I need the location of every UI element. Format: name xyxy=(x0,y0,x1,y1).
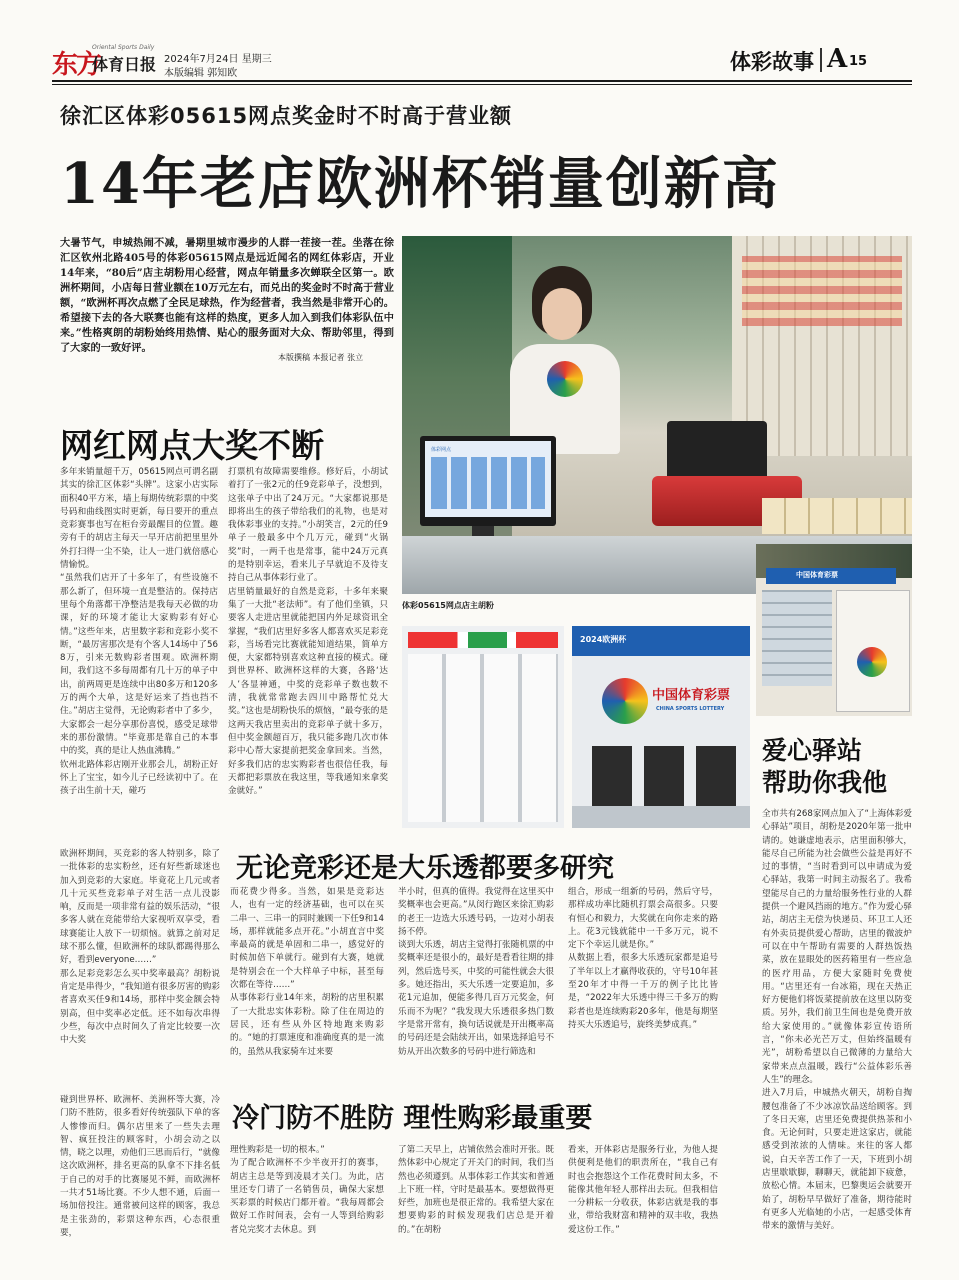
section1-heading: 网红网点大奖不断 xyxy=(60,426,324,465)
storefront-sign: 中国体育彩票 xyxy=(796,571,838,579)
section3-column3: 看来，开体彩店是服务行业，为他人提供便利是他们的职责所在，“我自己有时也会抱怨这个工作花费时间太多，不能像其他年轻人那样出去玩。但我相信一分耕耘一分收获，体彩店就是我的事业，带给我财富和精神的双丰收，我热爱这份工作。” xyxy=(568,1145,718,1235)
section3-column2: 了第二天早上，店铺依然会准时开张。既然体彩中心规定了开关门的时间，我们当然也必须遵到。从事体彩工作其实和普通上下班一样，守时是最基本。要想做得更好些，加班也是很正常的。我希望大家在想要购彩的时候发现我们店总是开着的。”在胡粉 xyxy=(398,1145,554,1235)
newspaper-logo: 东方 xyxy=(52,50,101,80)
section1-column2: 打票机有故障需要维修。修好后，小胡试着打了一张2元的任9竞彩单子，没想到，这张单子中出了24万元。“大家都说那是即将出生的孩子带给我们的礼物，也是对我体彩事业的支持。”小胡笑言，2元的任9单子一般最多中个几万元，碰到“火锅奖”时，一两千也是常事，能中24万元真的是特别幸运，看来儿子早就迫不及待支持自己从事体彩行业了。 店里销量最好的自然是竞彩，十多年来聚集了一大批“老法师”。有了他们坐镇，只要客人走进店里就能把国内外足球资讯全掌握，“我们店里好多客人都喜欢买足彩竞彩，当场看完比赛就能知道结果，简单方便，大家都特别喜欢这种直接的模式。碰到世界杯、欧洲杯这样的大赛，各路‘达人’各显神通，中奖的竞彩单子数也数不清，我就常常跑去四川中路帮忙兑大奖。”这也是胡粉快乐的烦恼，“最夸张的是这两天我店里卖出的竞彩单子就十多万，但中奖金额超百万，我只能多跑几次市体彩中心帮大家提前把奖金拿回来。当然，好多我们店的忠实购彩者也很信任我，每天都把彩票放在我这里，等我通知来拿奖金就好。” xyxy=(228,467,388,797)
photo-winning-tickets xyxy=(408,654,558,822)
section2-column2: 而花费少得多。当然，如果是竞彩达人，也有一定的经济基础，也可以在买二串一、三串一的同时兼顾一下任9和14场，那样就能多点开花。”小胡直言中奖率最高的就是单固和二串一，感觉好的时候加倍下单就行。碰到有大赛，她就是特别会在一个大样单子中标，甚至每次都在等待……” 从事体彩行业14年来，胡粉的店里积累了一大批忠实体彩粉。除了住在周边的居民，还有些从外区特地跑来购彩的。“她的打票速度和准确度真的是一流的，虽然从我家骑车过来要 xyxy=(230,887,384,1057)
byline: 本版撰稿 本报记者 张立 xyxy=(278,353,364,362)
sidebar-heading-1: 爱心驿站 xyxy=(762,736,863,765)
interior-lottery-logo xyxy=(602,678,648,724)
article-lead: 大暑节气，申城热闹不减，暑期里城市漫步的人群一茬接一茬。坐落在徐汇区钦州北路405号的体彩05615网点是远近闻名的网红体彩店，开业14年来，“80后”店主胡粉用心经营，网点年销量多次蝉联全区第一。欧洲杯期间，小店每日营业额在10万元左右，而兑出的奖金时不时高于营业额，“欧洲杯再次点燃了全民足球热，作为经营者，我当然是非常开心的。希望接下去的各大联赛也能有这样的热度，更多人加入到我们体彩队伍中来。”性格爽朗的胡粉始终用热情、贴心的服务面对大众、帮助邻里，得到了大家的一致好评。 xyxy=(60,237,394,354)
interior-monitors xyxy=(592,746,742,806)
photo-shirt-logo xyxy=(547,361,583,397)
photo-monitor xyxy=(420,436,556,526)
interior-counter xyxy=(572,806,750,828)
photo-monitor-screen xyxy=(425,441,551,517)
storefront-window xyxy=(762,590,832,686)
main-photo-caption: 体彩05615网点店主胡粉 xyxy=(402,601,494,610)
article-subtitle: 徐汇区体彩05615网点奖金时不时高于营业额 xyxy=(60,104,513,128)
newspaper-logo-en: Oriental Sports Daily xyxy=(92,44,155,51)
photo-face xyxy=(542,288,582,340)
masthead xyxy=(52,44,912,78)
interior-banner: 2024欧洲杯 xyxy=(580,635,627,644)
page-editor: 本版编辑 郭知欧 xyxy=(164,68,238,79)
issue-date: 2024年7月24日 星期三 xyxy=(164,54,272,65)
sidebar-body: 全市共有268家网点加入了“上海体彩爱心驿站”项目，胡粉是2020年第一批申请的。她谦虚地表示，店里面积够大，能尽自己所能为社会做些公益是再好不过的事情，“当时看到可以申请成为爱心驿站，我第一时间主动报名了。我希望能尽自己的力量给服务性行业的人群提供一个避风挡雨的地方。”作为爱心驿站，胡店主无偿为快递员、环卫工人还有外卖员提供爱心帮助，店里的微波炉可以在中午帮助有需要的人群热饭热菜，放在显眼处的医药箱里有一些应急的医疗用品，方便大家随时免费使用。“店里还有一台冰箱，现在天热正好方便他们将饭菜提前放在这里以防变质。另外，我们前卫生间也是免费开放给大家使用的。”就像体彩宣传语所言，“你未必光芒万丈，但始终温暖有光”，胡粉希望以自己微薄的力量给大家带来点点温暖，践行“公益体彩乐善人生”的理念。 进入7月后，申城热火朝天，胡粉自掏腰包准备了不少冰凉饮品送给顾客。到了冬日天寒，店里还免费提供热茶和小食。无论何时，只要走进这家店，就能感受到浓浓的人情味。来往的客人都说，白天辛苦工作了一天，下班到小胡店里歇歇脚，聊聊天，就能卸下疲惫，放松心情。本届末，巴黎奥运会就要开始了，胡粉早早做好了准备，期待能时有更多人光临她的小店，一起感受体育带来的激情与美好。 xyxy=(762,809,912,1232)
section2-heading: 无论竞彩还是大乐透都要多研究 xyxy=(236,853,614,884)
storefront-lottery-logo xyxy=(857,647,887,677)
screen-title: 体彩网点 xyxy=(431,447,452,453)
photo-flags xyxy=(408,632,558,648)
masthead-rule xyxy=(52,80,912,82)
interior-sign-en: CHINA SPORTS LOTTERY xyxy=(656,706,725,712)
section1-column1: 多年来销量超千万，05615网点可谓名副其实的徐汇区体彩“头牌”。这家小店实际面积40平方米，墙上每期传统彩票的中奖号码和曲线图实时更新，每日要开的重点竞彩赛事也写在柜台旁最醒目的位置。趣旁有千的胡店主每天一早开店前把里里外外打扫得一尘不染，让人一进门就倍感心情愉悦。 “虽然我们店开了十多年了，有些设施不那么新了，但环境一直是整洁的。保持店里每个角落都干净整洁是我每天必做的功课，好的环境才能让大家购彩有好心情。”这些年来，店里数字彩和竞彩小奖不断，“最厉害那次是有个客人14场中了568万，引来无数购彩者围观。欧洲杯期间，我们这不多每周都有几十万的单子中出，前两周更是连续中出80多万和120多万的两个大单，这是好运来了挡也挡不住。”胡店主觉得，无论购彩者中了多少，大家都会一起分享那份喜悦，感受足球带来的那份激情。“毕竟那是靠自己的本事中的奖，真的是让人热血沸腾。” 钦州北路体彩店刚开业那会儿，胡粉正好怀上了宝宝，如今儿子已经读初中了。在孩子出生前十天，碰巧 xyxy=(60,467,218,797)
interior-photo xyxy=(572,626,750,828)
newspaper-logo-name: 体育日报 xyxy=(92,55,157,74)
storefront-photo xyxy=(756,544,912,716)
section-divider xyxy=(820,48,822,72)
section-name: 体彩故事 xyxy=(730,50,814,74)
photo-display-case xyxy=(762,498,912,534)
section2-column1: 欧洲杯期间，买竞彩的客人特别多，除了一批体彩的忠实粉丝，还有好些新球迷也加入到竞彩的大家庭。毕竟花上几元或者几十元买些竞彩单子对生活一点儿没影响，反而是一项非常有益的娱乐活动，“很多客人就在竞能带给大家视听双享受，看球赛能让人放下一切烦恼。就算之前对足球不那么懂，但欧洲杯的球队都踢得那么好，看到everyone……” 那么足彩竞彩怎么买中奖率最高？胡粉说肯定是串得少，“我知道有很多厉害的购彩者喜欢买任9和14场，那样中奖金额会特别高，但中奖率必定低。还不如每次串得少些，每次中点时间久了肯定比较要一次中大奖 xyxy=(60,849,220,1046)
storefront-door xyxy=(836,590,910,712)
ticket-wall-photo xyxy=(402,626,564,828)
masthead-rule-thin xyxy=(52,84,912,85)
section3-heading: 冷门防不胜防 理性购彩最重要 xyxy=(232,1103,593,1134)
article-title: 14年老店欧洲杯销量创新高 xyxy=(60,151,780,217)
screen-buttons xyxy=(431,457,545,509)
photo-ticket-rolls xyxy=(742,256,902,326)
section2-column1b: 碰到世界杯、欧洲杯、美洲杯等大赛，冷门防不胜防，很多看好传统强队下单的客人惨惨而归。偶尔店里来了一些失去理智、疯狂投注的顾客时，小胡会动之以情，晓之以理，劝他们三思而后行，“就像这次欧洲杯，排名更高的队拿不下排名低于自己的对手的比赛屡见不鲜，而欧洲杯一共才51场比赛。不少人想不通，后面一场加倍投注。通常被问这样的顾客，我总是主张劲的，彩票这种东西，心态很重要， xyxy=(60,1095,220,1238)
main-photo xyxy=(402,236,912,594)
page-number: 15 xyxy=(849,54,868,69)
sidebar-heading-2: 帮助你我他 xyxy=(762,768,888,797)
interior-sign-cn: 中国体育彩票 xyxy=(652,688,731,703)
section3-column1: 理性购彩是一切的根本。” 为了配合欧洲杯不少半夜开打的赛事，胡店主总是等到凌晨才关门。为此，店里还专门请了一名销售员，确保大家想买彩票的时候店门都开着。“我每周都会做好工作时间表，会有一人等到给购彩者兑完奖才去休息。到 xyxy=(230,1145,384,1235)
section2-column3: 半小时，但真的值得。我觉得在这里买中奖概率也会更高。”从闵行跑区来徐汇购彩的老王一边选大乐透号码，一边对小胡表扬不停。 谈到大乐透，胡店主觉得打张随机票的中奖概率还是很小的，最好是看看往期的排列，然后选号买，中奖的可能性就会大很多。她还指出，买大乐透一定要追加，多花1元追加，便能多得几百万元奖金，何乐而不为呢？“我发现大乐透很多热门数字是常开常有，换句话说就是开出概率高的号码还是会陆续开出，如果选择追号不妨从开出次数多的号码中进行筛选和 xyxy=(398,887,554,1057)
page-letter: A xyxy=(827,44,848,74)
section2-column4: 组合，形成一组新的号码，然后守号，那样成功率比随机打票会高很多。只要有恒心和毅力，大奖就在向你走来的路上。花3元钱就能中一千多万元，说不定下个幸运儿就是你。” 从数据上看，很多大乐透玩家都是追号了半年以上才赢得收获的，守号10年甚至20年才中得一千万的例子比比皆是，“2022年大乐透中得三千多万的购彩者也是连续购彩20多年，他是每期坚持买大乐透追号，旋终美梦成真。” xyxy=(568,887,718,1030)
